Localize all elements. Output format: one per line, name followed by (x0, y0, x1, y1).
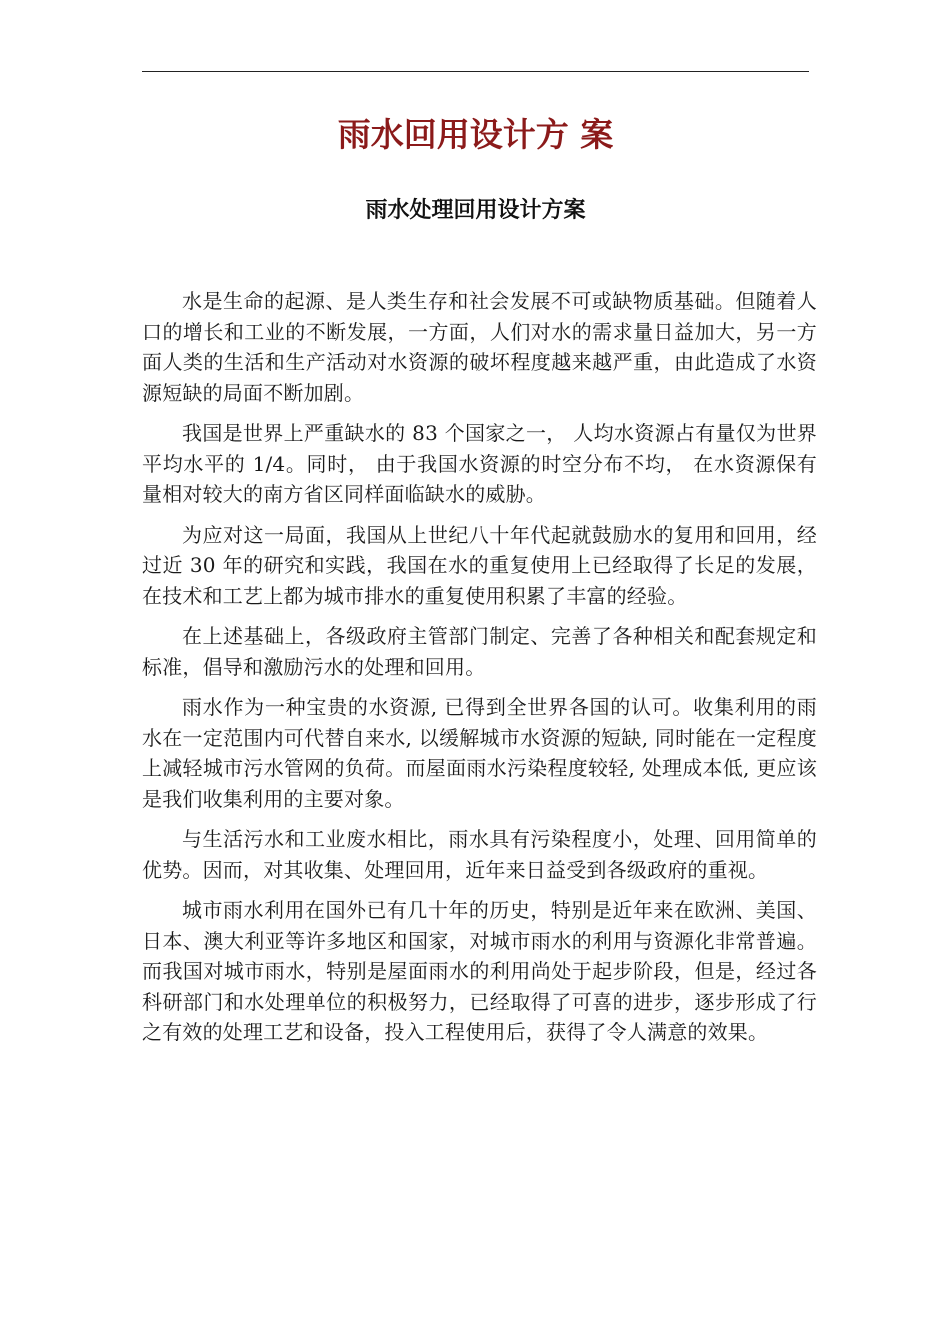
document-body (142, 286, 817, 1058)
paragraph-7: 城市雨水利用在国外已有几十年的历史，特别是近年来在欧洲、美国、日本、澳大利亚等许多地区和国家，对城市雨水的利用与资源化非常普遍。而我国对城市雨水，特别是屋面雨水的利用尚处于起步阶段，但是，经过各科研部门和水处理单位的积极努力，已经取得了可喜的进步，逐步形成了行之有效的处理工艺和设备，投入工程使用后，获得了令人满意的效果。 (142, 898, 817, 1044)
paragraph-4: 在上述基础上，各级政府主管部门制定、完善了各种相关和配套规定和标准，倡导和激励污水的处理和回用。 (142, 624, 817, 679)
document-subtitle: 雨水处理回用设计方案 (365, 198, 586, 223)
paragraph-2: 我国是世界上严重缺水的 83 个国家之一， 人均水资源占有量仅为世界平均水平的 1/4。同时， 由于我国水资源的时空分布不均， 在水资源保有量相对较大的南方省区同样面临缺水的威胁。 (142, 421, 817, 506)
document-title: 雨水回用设计方 案 (337, 115, 614, 154)
header-rule (142, 71, 809, 72)
paragraph-6: 与生活污水和工业废水相比，雨水具有污染程度小，处理、回用简单的优势。因而，对其收集、处理回用，近年来日益受到各级政府的重视。 (142, 827, 817, 882)
paragraph-5: 雨水作为一种宝贵的水资源, 已得到全世界各国的认可。收集利用的雨水在一定范围内可代替自来水, 以缓解城市水资源的短缺, 同时能在一定程度上减轻城市污水管网的负荷。而屋面雨水污染程度较轻, 处理成本低, 更应该是我们收集利用的主要对象。 (142, 695, 817, 811)
paragraph-1: 水是生命的起源、是人类生存和社会发展不可或缺物质基础。但随着人口的增长和工业的不断发展，一方面，人们对水的需求量日益加大，另一方面人类的生活和生产活动对水资源的破坏程度越来越严重，由此造成了水资源短缺的局面不断加剧。 (142, 289, 817, 405)
paragraph-3: 为应对这一局面，我国从上世纪八十年代起就鼓励水的复用和回用，经过近 30 年的研究和实践，我国在水的重复使用上已经取得了长足的发展，在技术和工艺上都为城市排水的重复使用积累了丰富的经验。 (142, 522, 817, 608)
